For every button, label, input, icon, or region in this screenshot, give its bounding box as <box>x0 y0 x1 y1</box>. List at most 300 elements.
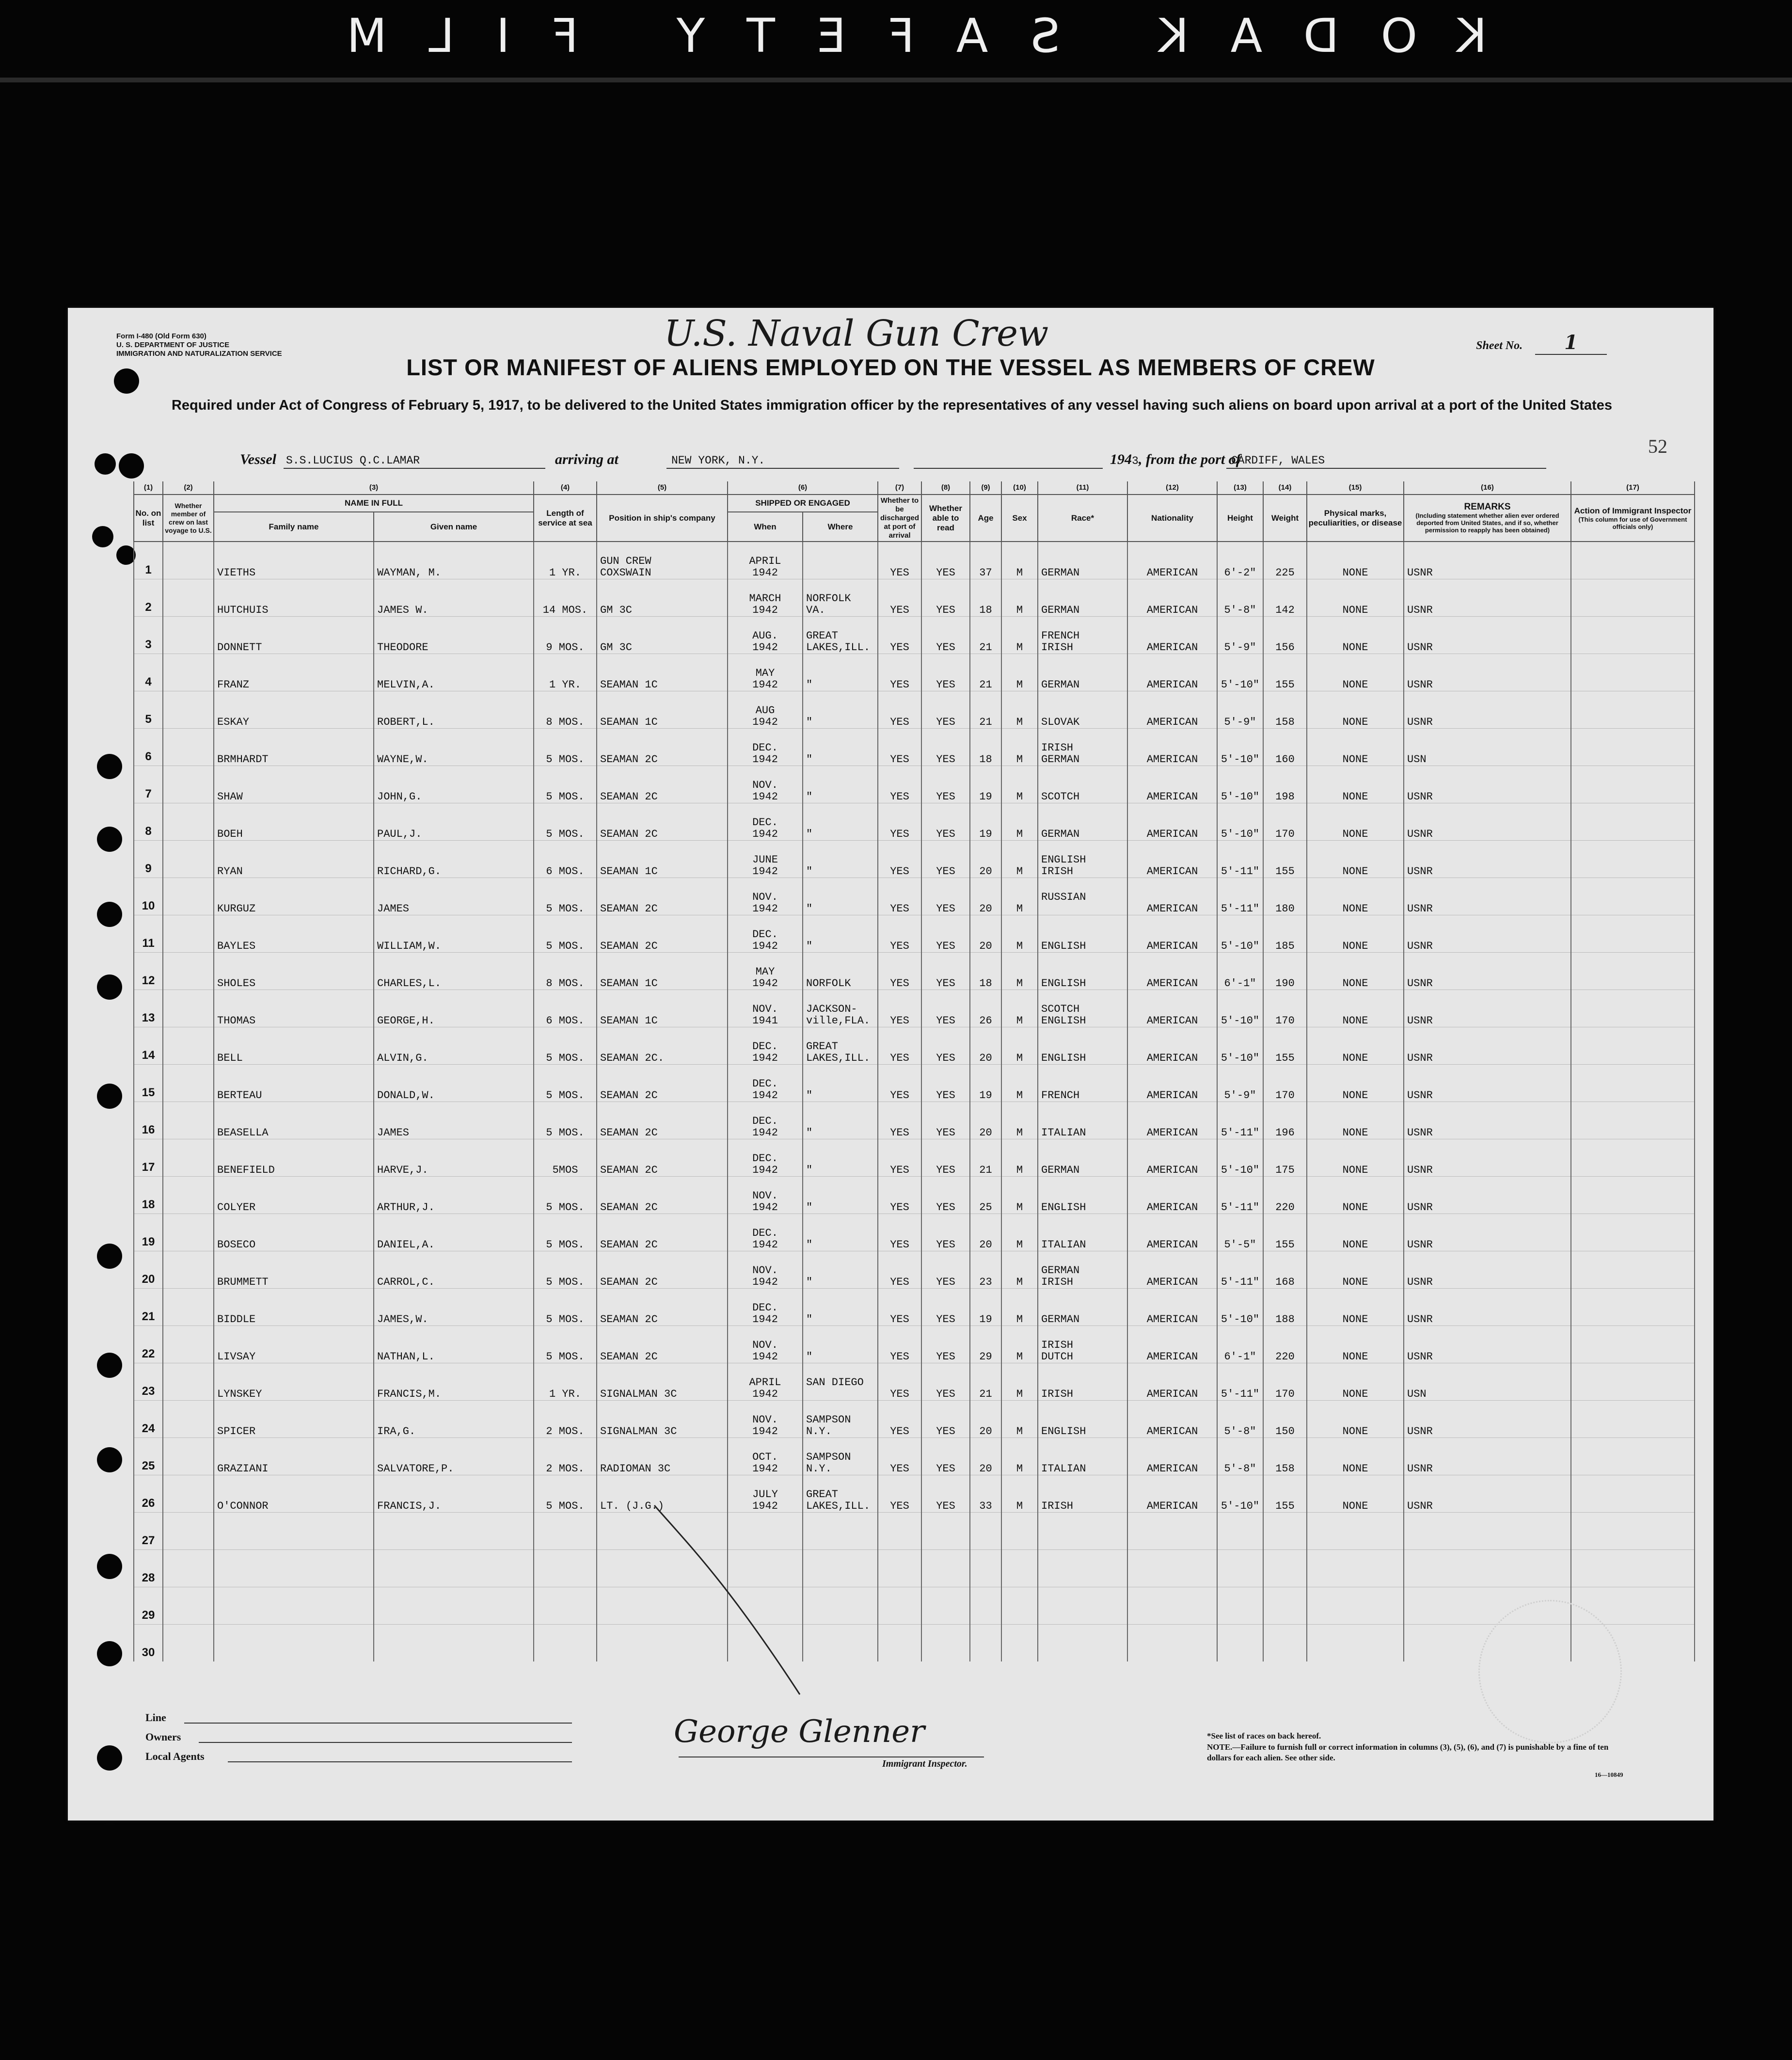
race-line: FRENCH <box>1041 1089 1080 1102</box>
position-line: SEAMAN 2C <box>600 1313 658 1325</box>
manifest-sheet <box>68 308 1713 1820</box>
age: 20 <box>970 915 1001 953</box>
able-to-read: YES <box>921 1475 970 1513</box>
shipped-where-line: LAKES,ILL. <box>806 1052 871 1064</box>
race <box>1038 654 1127 691</box>
shipped-where-line: SAMPSON <box>806 1451 851 1463</box>
row-number: 7 <box>134 766 163 803</box>
height: 5'-11" <box>1217 1102 1263 1139</box>
family-name: BOSECO <box>214 1214 374 1251</box>
position-line <box>600 1004 724 1015</box>
age: 19 <box>970 803 1001 841</box>
position <box>597 878 728 915</box>
nationality: AMERICAN <box>1127 990 1217 1027</box>
position <box>597 654 728 691</box>
weight: 158 <box>1263 691 1307 729</box>
form-number: Form I-480 (Old Form 630) <box>116 332 206 340</box>
race <box>1038 1139 1127 1177</box>
weight: 155 <box>1263 841 1307 878</box>
family-name: FRANZ <box>214 654 374 691</box>
table-row <box>134 915 1695 953</box>
race-line: ITALIAN <box>1041 1127 1086 1139</box>
position-line <box>600 892 724 903</box>
inspector-action-cell <box>1571 1102 1695 1139</box>
punch-hole <box>97 974 122 1000</box>
header-able-read: Whether able to read <box>921 495 970 542</box>
position-line <box>600 929 724 941</box>
age: 20 <box>970 1214 1001 1251</box>
family-name: HUTCHUIS <box>214 579 374 617</box>
height <box>1217 1587 1263 1625</box>
physical-marks: NONE <box>1307 654 1404 691</box>
from-port-label: , from the port of <box>1138 451 1241 467</box>
position-line <box>600 1377 724 1389</box>
shipped-when-line: APRIL <box>749 555 781 567</box>
family-name: BRUMMETT <box>214 1251 374 1289</box>
row-number: 8 <box>134 803 163 841</box>
shipped-when <box>728 1289 803 1326</box>
inspector-action-cell <box>1571 915 1695 953</box>
shipped-when-line: NOV. <box>752 779 778 791</box>
service-length: 5 MOS. <box>534 1214 597 1251</box>
position-line <box>600 966 724 978</box>
position <box>597 1251 728 1289</box>
inspector-action-cell <box>1571 617 1695 654</box>
discharged: YES <box>878 691 921 729</box>
nationality: AMERICAN <box>1127 915 1217 953</box>
shipped-when <box>728 729 803 766</box>
shipped-when-line: 1942 <box>752 1089 778 1102</box>
shipped-when-line: NOV. <box>752 1190 778 1202</box>
race-line <box>1041 1564 1124 1575</box>
physical-marks: NONE <box>1307 990 1404 1027</box>
shipped-when-line: APRIL <box>749 1376 781 1389</box>
family-name: O'CONNOR <box>214 1475 374 1513</box>
shipped-when-line: 1942 <box>752 1463 778 1475</box>
discharged: YES <box>878 729 921 766</box>
position-line: SEAMAN 2C <box>600 791 658 803</box>
shipped-where <box>803 654 878 691</box>
height: 5'-8" <box>1217 1438 1263 1475</box>
shipped-when-line: DEC. <box>752 1040 778 1053</box>
family-name: DONNETT <box>214 617 374 654</box>
whether-member-cell <box>163 915 214 953</box>
able-to-read: YES <box>921 1214 970 1251</box>
shipped-where-line <box>806 1613 874 1624</box>
race-line: GERMAN <box>1041 753 1080 766</box>
age: 19 <box>970 1289 1001 1326</box>
punch-hole <box>97 1745 122 1771</box>
inspector-action-cell <box>1571 990 1695 1027</box>
race-line <box>1041 1601 1124 1613</box>
shipped-where-line: JACKSON- <box>806 1003 857 1015</box>
shipped-when <box>728 579 803 617</box>
weight: 188 <box>1263 1289 1307 1326</box>
race-line: IRISH <box>1041 865 1074 878</box>
shipped-where-line <box>806 1190 874 1202</box>
film-edge-text: KODAK SAFETY FILM <box>305 9 1487 63</box>
position-line <box>600 1414 724 1426</box>
height: 5'-11" <box>1217 841 1263 878</box>
service-length: 5 MOS. <box>534 1475 597 1513</box>
shipped-where <box>803 1326 878 1363</box>
shipped-where-line <box>806 929 874 941</box>
given-name: JAMES,W. <box>374 1289 534 1326</box>
table-row <box>134 1625 1695 1662</box>
vessel-value: S.S.LUCIUS Q.C.LAMAR <box>286 454 420 467</box>
physical-marks: NONE <box>1307 1177 1404 1214</box>
shipped-when <box>728 766 803 803</box>
age: 20 <box>970 1102 1001 1139</box>
row-number: 21 <box>134 1289 163 1326</box>
col-number: (12) <box>1127 481 1217 495</box>
whether-member-cell <box>163 1550 214 1587</box>
table-row <box>134 1550 1695 1587</box>
vessel-label: Vessel <box>240 451 276 467</box>
family-name <box>214 1625 374 1662</box>
position <box>597 1027 728 1065</box>
table-row <box>134 878 1695 915</box>
given-name: WAYNE,W. <box>374 729 534 766</box>
remarks: USNR <box>1404 1326 1571 1363</box>
position-line <box>600 1302 724 1314</box>
position <box>597 1102 728 1139</box>
physical-marks: NONE <box>1307 579 1404 617</box>
line-underline <box>184 1723 572 1724</box>
race-line <box>1041 929 1124 941</box>
race-line: IRISH <box>1041 1500 1074 1512</box>
position-line: SEAMAN 2C <box>600 1276 658 1288</box>
shipped-where <box>803 729 878 766</box>
shipped-where-line <box>806 780 874 791</box>
race-line: GERMAN <box>1041 1164 1080 1176</box>
shipped-when-line: 1942 <box>752 940 778 952</box>
service-length: 5 MOS. <box>534 766 597 803</box>
header-whether-member: Whether member of crew on last voyage to U.S. <box>163 495 214 542</box>
row-number: 19 <box>134 1214 163 1251</box>
given-name: JOHN,G. <box>374 766 534 803</box>
whether-member-cell <box>163 617 214 654</box>
table-row <box>134 1438 1695 1475</box>
owners-underline <box>199 1742 572 1743</box>
inspector-action-cell <box>1571 1214 1695 1251</box>
race-line: ENGLISH <box>1041 1425 1086 1437</box>
given-name: MELVIN,A. <box>374 654 534 691</box>
family-name: GRAZIANI <box>214 1438 374 1475</box>
race <box>1038 1065 1127 1102</box>
header-where: Where <box>803 512 878 542</box>
shipped-where <box>803 953 878 990</box>
sheet-number <box>1476 331 1607 354</box>
remarks: USNR <box>1404 1177 1571 1214</box>
position-line: SEAMAN 2C. <box>600 1052 665 1064</box>
race-line: GERMAN <box>1041 1313 1080 1325</box>
discharged: YES <box>878 1251 921 1289</box>
shipped-where <box>803 1438 878 1475</box>
height: 5'-5" <box>1217 1214 1263 1251</box>
able-to-read: YES <box>921 915 970 953</box>
able-to-read: YES <box>921 1363 970 1401</box>
race-line: SCOTCH <box>1041 1003 1080 1015</box>
race-line: GERMAN <box>1041 828 1080 840</box>
header-action-inspector <box>1571 495 1695 542</box>
shipped-where-line: " <box>806 1127 813 1139</box>
shipped-when-line: 1942 <box>752 1164 778 1176</box>
service-name: IMMIGRATION AND NATURALIZATION SERVICE <box>116 350 282 358</box>
table-row <box>134 1401 1695 1438</box>
given-name: CARROL,C. <box>374 1251 534 1289</box>
race-line: DUTCH <box>1041 1351 1074 1363</box>
shipped-where-line <box>806 567 874 579</box>
service-length: 5 MOS. <box>534 1251 597 1289</box>
given-name: RICHARD,G. <box>374 841 534 878</box>
row-number: 15 <box>134 1065 163 1102</box>
weight: 170 <box>1263 1363 1307 1401</box>
physical-marks: NONE <box>1307 542 1404 579</box>
nationality: AMERICAN <box>1127 1363 1217 1401</box>
inspector-action-cell <box>1571 841 1695 878</box>
sex <box>1001 1513 1038 1550</box>
position-line: SEAMAN 2C <box>600 828 658 840</box>
race-line: IRISH <box>1041 1388 1074 1400</box>
date-underline <box>914 468 1103 469</box>
height: 5'-10" <box>1217 915 1263 953</box>
remarks-subtitle: (Including statement whether alien ever ordered deported from United States, and if so, whether permission to reapply has been obtained) <box>1415 512 1559 534</box>
position <box>597 915 728 953</box>
row-number: 16 <box>134 1102 163 1139</box>
shipped-when <box>728 803 803 841</box>
row-number: 20 <box>134 1251 163 1289</box>
physical-marks: NONE <box>1307 915 1404 953</box>
remarks: USNR <box>1404 1102 1571 1139</box>
shipped-when <box>728 1065 803 1102</box>
year-label: 194 <box>1110 451 1132 467</box>
age: 21 <box>970 1139 1001 1177</box>
service-length: 8 MOS. <box>534 953 597 990</box>
position <box>597 1401 728 1438</box>
service-length <box>534 1513 597 1550</box>
shipped-when-line: DEC. <box>752 1115 778 1127</box>
race <box>1038 1251 1127 1289</box>
inspector-signature: George Glenner <box>674 1714 925 1750</box>
race-line: GERMAN <box>1041 1264 1080 1277</box>
shipped-where <box>803 1177 878 1214</box>
shipped-where-line: LAKES,ILL. <box>806 641 871 654</box>
inspector-action-cell <box>1571 1513 1695 1550</box>
remarks: USNR <box>1404 953 1571 990</box>
position <box>597 1065 728 1102</box>
col-number: (14) <box>1263 481 1307 495</box>
punch-hole <box>97 754 122 779</box>
shipped-where-line: GREAT <box>806 1488 839 1501</box>
age: 25 <box>970 1177 1001 1214</box>
weight: 156 <box>1263 617 1307 654</box>
position-line <box>600 705 724 717</box>
given-name: IRA,G. <box>374 1401 534 1438</box>
height: 5'-10" <box>1217 1027 1263 1065</box>
shipped-when <box>728 542 803 579</box>
sex: M <box>1001 579 1038 617</box>
position-line: GM 3C <box>600 641 633 654</box>
shipped-when-line: MARCH <box>749 592 781 605</box>
shipped-when-line: 1942 <box>752 1052 778 1064</box>
nationality: AMERICAN <box>1127 579 1217 617</box>
table-row <box>134 841 1695 878</box>
sex: M <box>1001 542 1038 579</box>
height: 6'-2" <box>1217 542 1263 579</box>
inspector-action-cell <box>1571 878 1695 915</box>
shipped-where <box>803 579 878 617</box>
race-line <box>1041 1041 1124 1053</box>
inspector-action-cell <box>1571 579 1695 617</box>
position <box>597 953 728 990</box>
whether-member-cell <box>163 729 214 766</box>
race <box>1038 1587 1127 1625</box>
position-line <box>600 742 724 754</box>
nationality: AMERICAN <box>1127 1139 1217 1177</box>
weight: 170 <box>1263 1065 1307 1102</box>
able-to-read: YES <box>921 542 970 579</box>
height: 5'-10" <box>1217 990 1263 1027</box>
table-row <box>134 1251 1695 1289</box>
race <box>1038 1289 1127 1326</box>
shipped-where-line: " <box>806 1089 813 1102</box>
sex: M <box>1001 1251 1038 1289</box>
shipped-where-line <box>806 1153 874 1165</box>
race-line: GERMAN <box>1041 679 1080 691</box>
race-line: SLOVAK <box>1041 716 1080 728</box>
weight <box>1263 1550 1307 1587</box>
table-row <box>134 1363 1695 1401</box>
race <box>1038 1550 1127 1587</box>
able-to-read: YES <box>921 1065 970 1102</box>
weight: 155 <box>1263 654 1307 691</box>
shipped-when <box>728 1251 803 1289</box>
shipped-where-line: " <box>806 1276 813 1288</box>
discharged: YES <box>878 878 921 915</box>
position-line: SEAMAN 2C <box>600 1164 658 1176</box>
remarks: USNR <box>1404 990 1571 1027</box>
remarks: USNR <box>1404 1401 1571 1438</box>
shipped-where-line: SAN DIEGO <box>806 1376 864 1389</box>
given-name: DONALD,W. <box>374 1065 534 1102</box>
service-length: 2 MOS. <box>534 1401 597 1438</box>
race-line: IRISH <box>1041 742 1074 754</box>
able-to-read: YES <box>921 803 970 841</box>
position-line <box>600 1190 724 1202</box>
table-row <box>134 1289 1695 1326</box>
able-to-read: YES <box>921 654 970 691</box>
year-field <box>1110 451 1241 468</box>
handwritten-header: U.S. Naval Gun Crew <box>664 313 1049 354</box>
physical-marks: NONE <box>1307 953 1404 990</box>
whether-member-cell <box>163 1065 214 1102</box>
row-number: 24 <box>134 1401 163 1438</box>
nationality: AMERICAN <box>1127 1065 1217 1102</box>
given-name: HARVE,J. <box>374 1139 534 1177</box>
family-name: BEASELLA <box>214 1102 374 1139</box>
row-number: 12 <box>134 953 163 990</box>
remarks <box>1404 1513 1571 1550</box>
punch-hole <box>97 1244 122 1269</box>
sex: M <box>1001 1289 1038 1326</box>
sex <box>1001 1625 1038 1662</box>
whether-member-cell <box>163 878 214 915</box>
shipped-where <box>803 766 878 803</box>
shipped-where-line: N.Y. <box>806 1463 832 1475</box>
shipped-when-line: 1941 <box>752 1015 778 1027</box>
shipped-when-line: 1942 <box>752 828 778 840</box>
height: 5'-10" <box>1217 803 1263 841</box>
row-number: 26 <box>134 1475 163 1513</box>
family-name: BIDDLE <box>214 1289 374 1326</box>
shipped-when-line: AUG <box>755 704 775 717</box>
able-to-read: YES <box>921 617 970 654</box>
service-length: 5MOS <box>534 1139 597 1177</box>
height <box>1217 1625 1263 1662</box>
shipped-where-line <box>806 705 874 717</box>
row-number: 4 <box>134 654 163 691</box>
nationality: AMERICAN <box>1127 953 1217 990</box>
family-name <box>214 1513 374 1550</box>
whether-member-cell <box>163 1438 214 1475</box>
punch-hole <box>97 1908 122 1933</box>
race-line: GERMAN <box>1041 567 1080 579</box>
discharged: YES <box>878 617 921 654</box>
discharged: YES <box>878 1401 921 1438</box>
row-number: 25 <box>134 1438 163 1475</box>
discharged: YES <box>878 841 921 878</box>
shipped-when-line: NOV. <box>752 1003 778 1015</box>
family-name: BOEH <box>214 803 374 841</box>
service-length: 5 MOS. <box>534 878 597 915</box>
sex: M <box>1001 990 1038 1027</box>
col-number: (16) <box>1404 481 1571 495</box>
position-line <box>600 668 724 679</box>
able-to-read: YES <box>921 766 970 803</box>
given-name: JAMES <box>374 878 534 915</box>
shipped-when-line: 1942 <box>752 604 778 616</box>
inspector-action-cell <box>1571 1438 1695 1475</box>
shipped-where-line <box>806 1078 874 1090</box>
race-line: FRENCH <box>1041 630 1080 642</box>
from-port-underline <box>1226 468 1546 469</box>
weight: 185 <box>1263 915 1307 953</box>
year-value: 3 <box>1132 455 1139 467</box>
shipped-where-line: " <box>806 791 813 803</box>
position-line: SEAMAN 1C <box>600 679 658 691</box>
discharged: YES <box>878 1214 921 1251</box>
given-name: CHARLES,L. <box>374 953 534 990</box>
position-line: SEAMAN 2C <box>600 1201 658 1214</box>
shipped-where-line: " <box>806 1201 813 1214</box>
race <box>1038 841 1127 878</box>
position-line: SEAMAN 2C <box>600 1351 658 1363</box>
service-length: 5 MOS. <box>534 915 597 953</box>
position <box>597 691 728 729</box>
punch-hole <box>97 1353 122 1378</box>
shipped-where <box>803 878 878 915</box>
race-line <box>1041 1613 1124 1624</box>
shipped-when-line: NOV. <box>752 1264 778 1277</box>
position <box>597 1177 728 1214</box>
given-name: SALVATORE,P. <box>374 1438 534 1475</box>
action-title: Action of Immigrant Inspector <box>1574 506 1692 515</box>
shipped-when-line: 1942 <box>752 753 778 766</box>
weight <box>1263 1587 1307 1625</box>
shipped-when <box>728 1438 803 1475</box>
whether-member-cell <box>163 1326 214 1363</box>
